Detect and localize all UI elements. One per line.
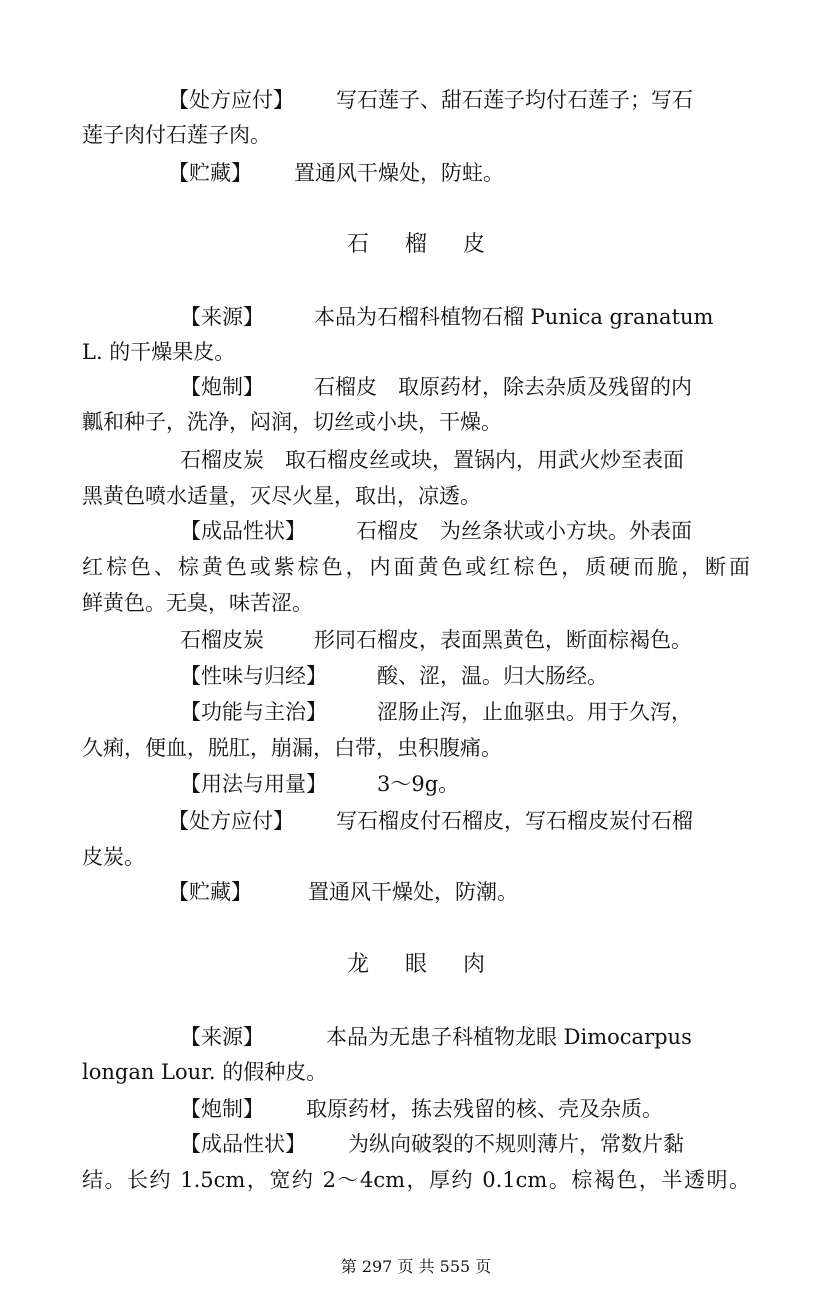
title-char: 眼 — [404, 952, 427, 977]
pom-processing-text: 石榴皮 取原药材，除去杂质及残留的内 — [314, 375, 692, 399]
longan-source-label: 【来源】 — [180, 1025, 264, 1049]
pom-nature-text: 酸、涩，温。归大肠经。 — [377, 664, 608, 688]
longan-product-text: 为纵向破裂的不规则薄片，常数片黏 — [348, 1132, 684, 1156]
longan-source-text: 本品为无患子科植物龙眼 Dimocarpus — [326, 1025, 692, 1049]
prev-usage-line1 — [168, 85, 693, 115]
pom-source-label: 【来源】 — [180, 305, 264, 329]
footer-page-total: 555 — [439, 1257, 471, 1276]
pom-processing-line1 — [180, 372, 692, 402]
pom-storage-text: 置通风干燥处，防潮。 — [308, 880, 518, 904]
pom-product-line2: 红棕色、棕黄色或紫棕色，内面黄色或红棕色，质硬而脆，断面 — [82, 555, 750, 579]
pom-dosage-text: 3～9g。 — [377, 772, 460, 796]
pom-usage-text: 写石榴皮付石榴皮，写石榴皮炭付石榴 — [336, 809, 693, 833]
footer-suffix: 页 — [475, 1257, 492, 1276]
longan-source-line2: longan Lour. 的假种皮。 — [82, 1060, 328, 1084]
pom-product-line3: 鲜黄色。无臭，味苦涩。 — [82, 591, 313, 615]
pom-char-line2: 黑黄色喷水适量，灭尽火星，取出，凉透。 — [82, 484, 481, 508]
pom-storage-line — [168, 877, 518, 907]
pom-dosage-label: 【用法与用量】 — [180, 772, 327, 796]
prev-storage-line — [168, 158, 504, 188]
page-footer — [0, 1256, 832, 1278]
title-char: 榴 — [404, 232, 427, 257]
longan-product-line1 — [180, 1129, 684, 1159]
prev-usage-label: 【处方应付】 — [168, 88, 294, 112]
pom-product-char-text: 形同石榴皮，表面黑黄色，断面棕褐色。 — [314, 628, 692, 652]
pom-dosage-line — [180, 769, 459, 799]
longan-processing-label: 【炮制】 — [180, 1097, 264, 1121]
pom-product-char-line — [180, 625, 692, 655]
prev-storage-text: 置通风干燥处，防蛀。 — [294, 161, 504, 185]
title-char: 龙 — [346, 952, 369, 977]
pom-nature-line — [180, 661, 608, 691]
pom-product-line1 — [180, 516, 692, 546]
pom-source-line2: L. 的干燥果皮。 — [82, 340, 236, 364]
prev-storage-label: 【贮藏】 — [168, 161, 252, 185]
pom-source-line1 — [180, 302, 713, 332]
pom-function-line2: 久痢，便血，脱肛，崩漏，白带，虫积腹痛。 — [82, 736, 502, 760]
pom-processing-line2: 瓤和种子，洗净，闷润，切丝或小块，干燥。 — [82, 410, 502, 434]
footer-prefix: 第 — [340, 1257, 357, 1276]
pom-function-text: 涩肠止泻，止血驱虫。用于久泻， — [377, 700, 692, 724]
section-title-pomegranate — [0, 230, 832, 260]
pom-usage-line2: 皮炭。 — [82, 845, 145, 869]
longan-product-label: 【成品性状】 — [180, 1132, 306, 1156]
pom-product-label: 【成品性状】 — [180, 519, 306, 543]
longan-source-line1 — [180, 1022, 692, 1052]
pom-product-text: 石榴皮 为丝条状或小方块。外表面 — [356, 519, 692, 543]
pom-usage-label: 【处方应付】 — [168, 809, 294, 833]
pom-processing-label: 【炮制】 — [180, 375, 264, 399]
section-title-longan — [0, 950, 832, 980]
title-char: 肉 — [463, 952, 486, 977]
pom-product-char-name: 石榴皮炭 — [180, 628, 264, 652]
pom-source-text: 本品为石榴科植物石榴 Punica granatum — [314, 305, 714, 329]
pom-storage-label: 【贮藏】 — [168, 880, 252, 904]
longan-processing-text: 取原药材，拣去残留的核、壳及杂质。 — [306, 1097, 663, 1121]
title-char: 石 — [346, 232, 369, 257]
longan-processing-line — [180, 1094, 663, 1124]
longan-product-line2: 结。长约 1.5cm，宽约 2～4cm，厚约 0.1cm。棕褐色，半透明。 — [82, 1168, 750, 1192]
pom-function-line1 — [180, 697, 692, 727]
footer-page-number: 297 — [361, 1257, 393, 1276]
prev-usage-line2: 莲子肉付石莲子肉。 — [82, 123, 271, 147]
prev-usage-text: 写石莲子、甜石莲子均付石莲子；写石 — [336, 88, 693, 112]
title-char: 皮 — [463, 232, 486, 257]
pom-nature-label: 【性味与归经】 — [180, 664, 327, 688]
pom-function-label: 【功能与主治】 — [180, 700, 327, 724]
footer-mid: 页 共 — [397, 1257, 435, 1276]
pom-char-line1: 石榴皮炭 取石榴皮丝或块，置锅内，用武火炒至表面 — [180, 448, 684, 472]
pom-usage-line1 — [168, 806, 693, 836]
